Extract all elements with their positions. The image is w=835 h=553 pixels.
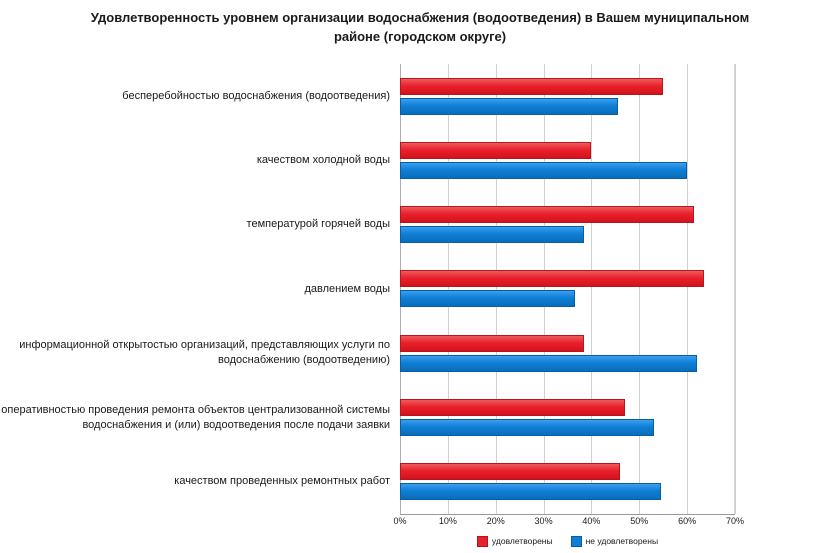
x-tick-label: 0%: [393, 516, 407, 526]
x-tick-label: 10%: [438, 516, 457, 526]
bar-not-satisfied: [400, 419, 654, 436]
bar-rows: [400, 64, 735, 514]
gridline: [735, 64, 736, 514]
legend-label: удовлетворены: [491, 536, 553, 546]
bar-group: [400, 257, 735, 321]
bar-group: [400, 450, 735, 514]
bar-group: [400, 193, 735, 257]
x-tick-label: 20%: [486, 516, 505, 526]
x-tick-label: 50%: [630, 516, 649, 526]
category-label: качеством холодной воды: [256, 153, 390, 166]
chart-legend: [400, 534, 735, 548]
category-label: бесперебойностью водоснабжения (водоотведения): [122, 89, 390, 102]
legend-swatch: [571, 536, 582, 547]
bar-not-satisfied: [400, 355, 697, 372]
bar-not-satisfied: [400, 290, 575, 307]
category-label: качеством проведенных ремонтных работ: [174, 475, 390, 488]
x-tick-label: 30%: [534, 516, 553, 526]
chart-title: Удовлетворенность уровнем организации водоснабжения (водоотведения) в Вашем муниципальном районе (городском округе): [90, 10, 750, 44]
legend-item[interactable]: [477, 536, 553, 547]
bar-satisfied: [400, 206, 694, 223]
x-tick-label: 40%: [582, 516, 601, 526]
category-axis-labels: [0, 64, 396, 514]
category-label: оперативностью проведения ремонта объектов централизованной системы водоснабжения и (или) водоотведения после подачи заявки: [1, 403, 390, 431]
category-label: температурой горячей воды: [246, 218, 390, 231]
bar-group: [400, 128, 735, 192]
legend-label: не удовлетворены: [585, 536, 659, 546]
bar-not-satisfied: [400, 226, 584, 243]
bar-satisfied: [400, 335, 584, 352]
category-label: давлением воды: [304, 282, 390, 295]
x-axis-line: [400, 514, 735, 515]
bar-satisfied: [400, 78, 663, 95]
bar-group: [400, 64, 735, 128]
bar-group: [400, 385, 735, 449]
bar-satisfied: [400, 463, 620, 480]
x-tick-label: 60%: [678, 516, 697, 526]
bar-satisfied: [400, 142, 591, 159]
bar-satisfied: [400, 270, 704, 287]
category-label: информационной открытостью организаций, представляющих услуги по водоснабжению (водоотведению): [19, 339, 390, 367]
bar-satisfied: [400, 399, 625, 416]
plot-area: [400, 64, 735, 514]
bar-not-satisfied: [400, 98, 618, 115]
legend-item[interactable]: [571, 536, 658, 547]
x-axis: [393, 514, 745, 530]
legend-swatch: [477, 536, 488, 547]
x-tick-label: 70%: [725, 516, 745, 526]
bar-not-satisfied: [400, 162, 687, 179]
bar-group: [400, 321, 735, 385]
bar-not-satisfied: [400, 483, 661, 500]
